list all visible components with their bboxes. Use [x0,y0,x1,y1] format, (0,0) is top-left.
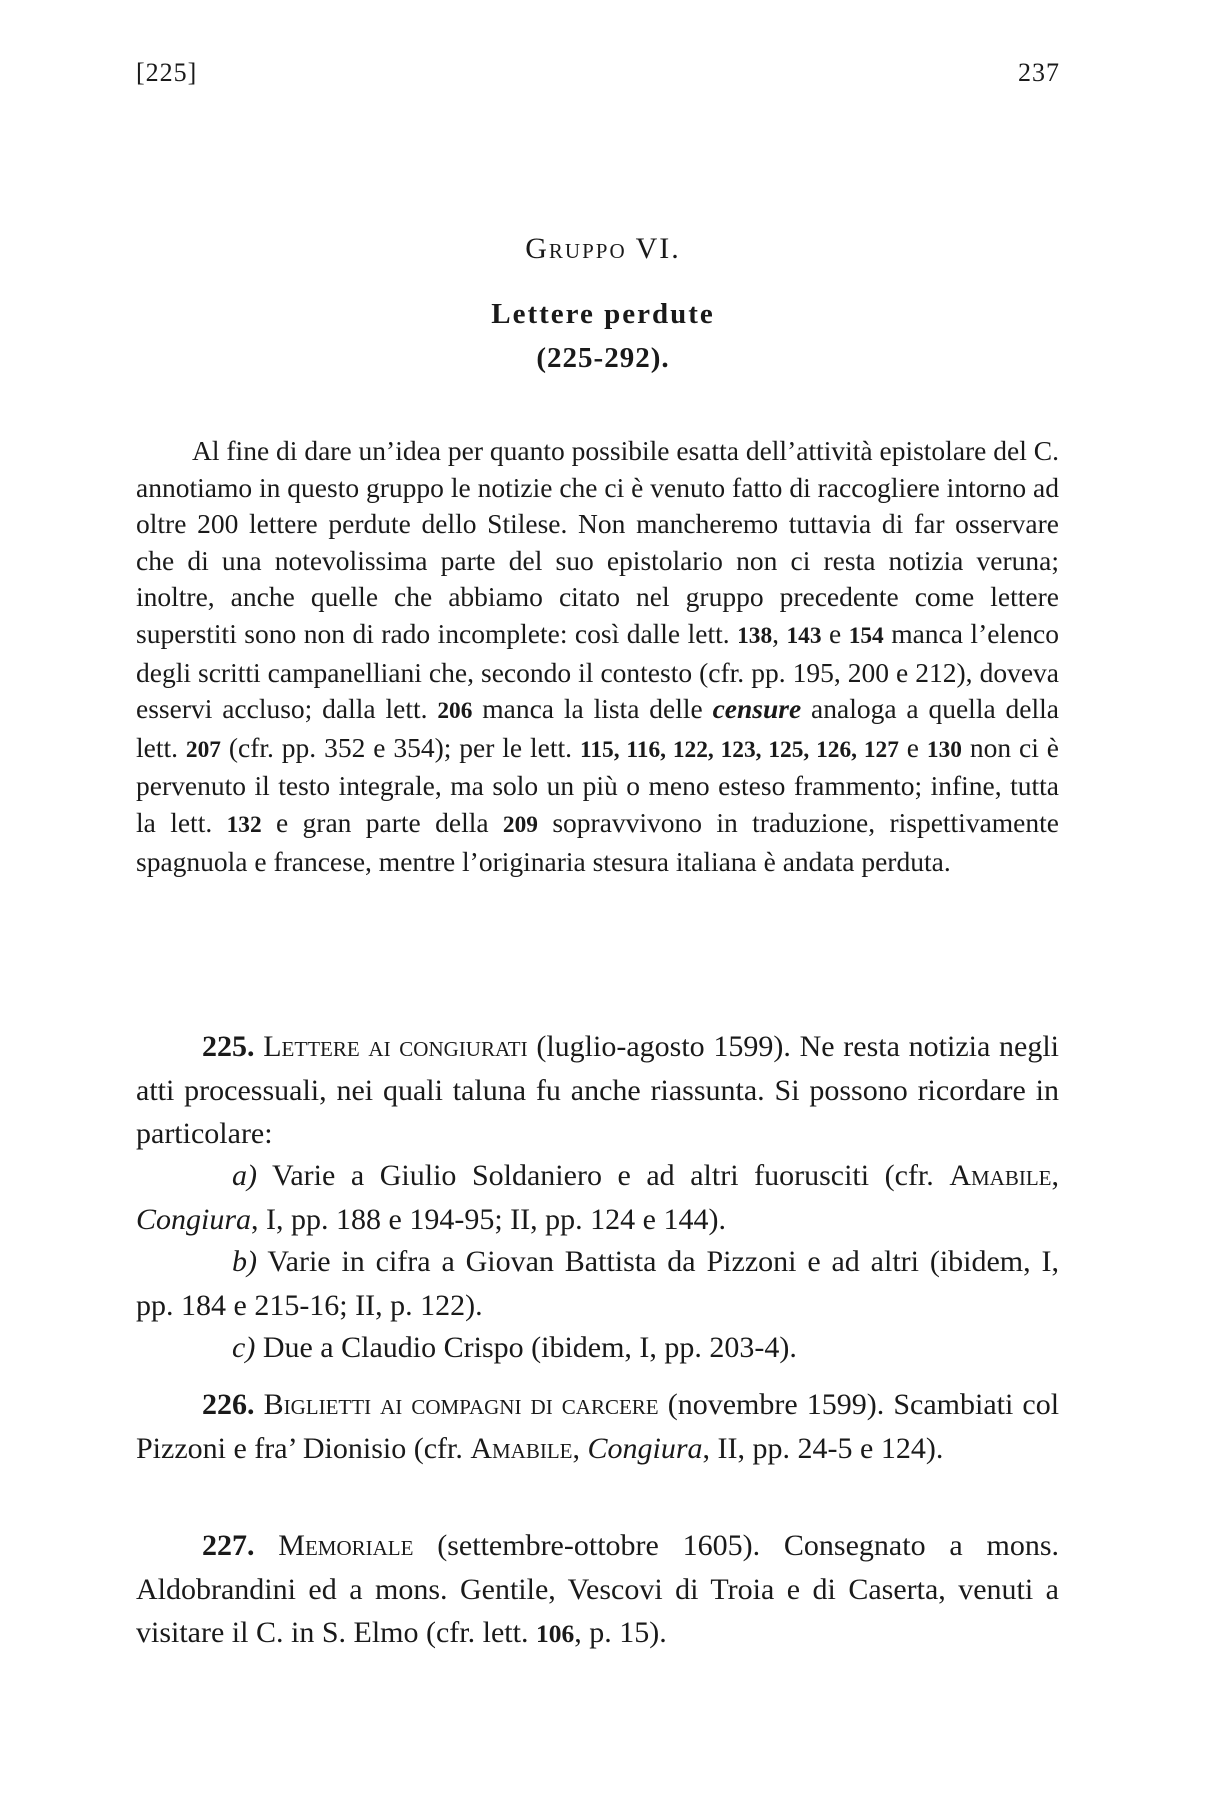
entry-body: Ne resta notizia negli atti processuali, nei quali taluna fu anche riassunta. Si possono ricordare in particolare: [136,1030,1060,1150]
letter-ref: 206 [437,698,473,725]
letter-ref: 132 [226,811,262,838]
text: Varie a Giulio Soldaniero e ad altri fuorusciti (cfr. [257,1159,950,1192]
letter-ref: 207 [185,736,221,763]
item-label: a) [232,1159,257,1192]
italic-term: censure [712,693,802,725]
entry-number: 225. [202,1030,255,1063]
text: manca l’elenco degli scritti campanelliani che, secondo il contesto (cfr. pp. 195, 200 e 212), doveva esservi accluso; dalla lett. [136,617,1059,725]
author: Amabile [470,1431,573,1465]
work-title: Congiura [136,1202,252,1236]
entry-date: (luglio-agosto 1599). [527,1030,791,1063]
entry-number: 226. [202,1388,255,1421]
letter-ref: 154 [848,622,884,649]
page-number: 237 [1018,58,1060,87]
text: e [821,617,849,649]
entry-body: Scambiati col Pizzoni e fra’ Dionisio (cfr. [136,1388,1060,1465]
text: e gran parte della [261,806,503,838]
entry-heading: Memoriale [278,1529,414,1562]
entry-225 [136,1025,1059,1156]
text: analoga a quella della lett. [136,693,1059,763]
text: , I, pp. 188 e 194-95; II, pp. 124 e 144). [251,1202,726,1236]
letter-ref-list: 115, 116, 122, 123, 125, 126, 127 [579,736,899,763]
group-heading: Gruppo VI. [525,232,681,265]
entry-225-item-b [136,1240,1059,1327]
text: e [898,731,927,763]
text: Due a Claudio Crispo (ibidem, I, pp. 203-4). [255,1331,797,1364]
entry-226 [136,1383,1059,1470]
letter-ref: 143 [786,622,822,649]
text: (cfr. pp. 352 e 354); per le lett. [220,731,580,763]
work-title: Congiura [587,1431,703,1465]
text: non ci è pervenuto il testo integrale, ma solo un più o meno esteso frammento; infine, tutta la lett. [136,731,1059,838]
entry-number: 227. [202,1529,255,1562]
text: Varie in cifra a Giovan Battista da Pizzoni e ad altri (ibidem, I, pp. 184 e 215-16; II, p. 122). [136,1245,1059,1322]
entry-body: , II, pp. 24-5 e 124). [702,1431,944,1465]
item-label: c) [232,1331,256,1364]
entry-225-item-c [136,1326,1059,1370]
entry-225-item-a [136,1154,1059,1241]
text: Al fine di dare un’idea per quanto possibile esatta dell’attività epistolare del C. annotiamo in questo gruppo le notizie che ci è venuto fatto di raccogliere intorno ad oltre 200 lettere perdute dello Stilese. Non mancheremo tuttavia di far osservare che di una notevolissima parte del suo epistolario non ci resta notizia veruna; inoltre, anche quelle che abbiamo citato nel gruppo precedente come lettere superstiti sono non di rado incomplete: così dalle lett. [136,435,1059,649]
item-label: b) [232,1245,257,1278]
entry-heading: Lettere ai congiurati [263,1030,528,1063]
entry-body: , p. 15). [574,1616,667,1649]
letter-ref: 106 [535,1619,575,1648]
page-marker-left: [225] [136,58,198,87]
letter-ref: 138 [737,622,773,649]
letter-ref: 130 [926,736,962,763]
entry-date: (settembre-ottobre 1605). [413,1529,761,1562]
text: sopravvivono in traduzione, rispettivamente spagnuola e francese, mentre l’originaria stesura italiana è andata perduta. [136,806,1059,877]
entry-227 [136,1524,1059,1656]
text: , [772,617,787,649]
entry-body: Consegnato a mons. Aldobrandini ed a mons. Gentile, Vescovi di Troia e di Caserta, venuti a visitare il C. in S. Elmo (cfr. lett. [136,1529,1059,1649]
text: manca la lista delle [472,693,713,725]
entry-date: (novembre 1599). [658,1388,885,1421]
text: , [1051,1159,1059,1192]
letter-ref: 209 [502,811,538,838]
entry-heading: Biglietti ai compagni di carcere [263,1388,659,1421]
intro-paragraph [136,433,1059,880]
text: , [572,1431,588,1465]
section-range: (225-292). [536,342,670,374]
section-title: Lettere perdute [491,298,715,330]
author: Amabile [949,1159,1052,1192]
